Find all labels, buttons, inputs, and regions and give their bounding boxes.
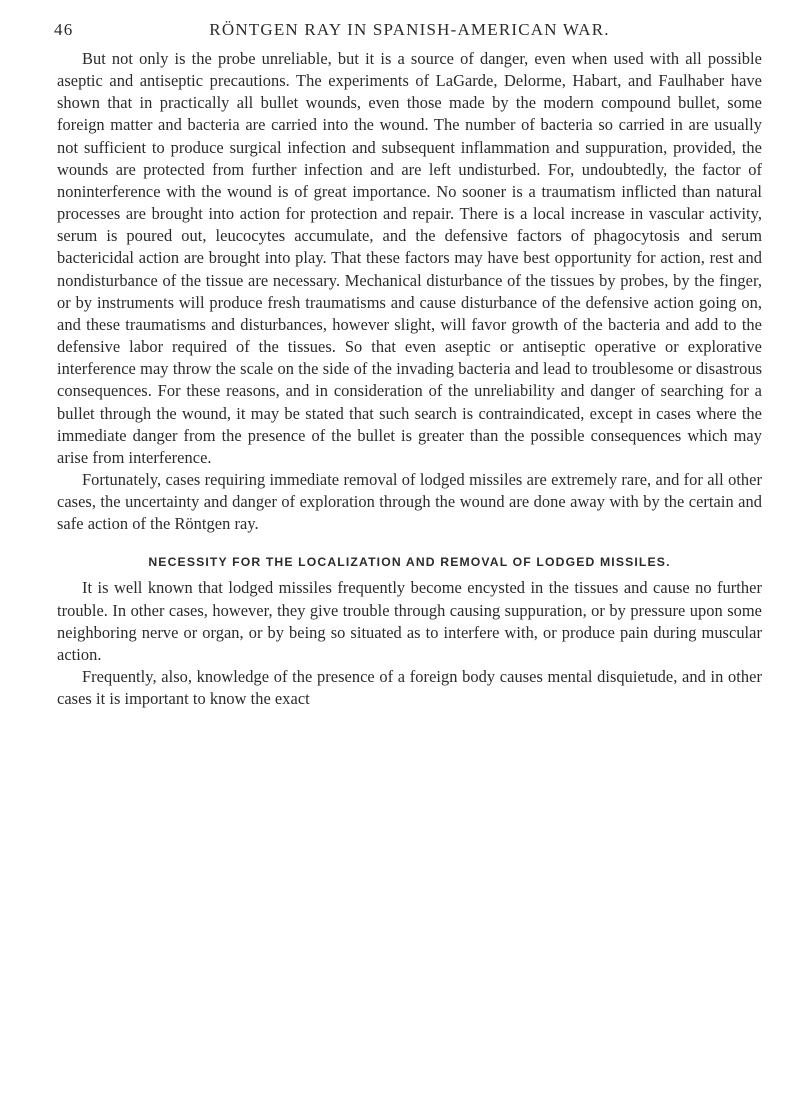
page-number: 46 bbox=[54, 20, 74, 39]
page-header bbox=[54, 18, 762, 48]
section-heading: NECESSITY FOR THE LOCALIZATION AND REMOVAL OF LODGED MISSILES. bbox=[148, 555, 671, 570]
paragraph-encysted-missiles: It is well known that lodged missiles frequently become encysted in the tissues and cause no further trouble. In other cases, however, they give trouble through causing suppuration, or by pressure upon some neighboring nerve or organ, or by being so situated as to interfere with, or produce pain during muscular action. bbox=[57, 578, 762, 664]
paragraph-rontgen-ray: Fortunately, cases requiring immediate removal of lodged missiles are extremely rare, and for all other cases, the uncertainty and danger of exploration through the wound are done away with by the certain and safe action of the Röntgen ray. bbox=[57, 469, 762, 534]
body-text bbox=[57, 48, 762, 710]
running-head: RÖNTGEN RAY IN SPANISH-AMERICAN WAR. bbox=[209, 20, 610, 39]
book-page bbox=[54, 18, 762, 710]
paragraph-probe-danger: But not only is the probe unreliable, but it is a source of danger, even when used with all possible aseptic and antiseptic precautions. The experiments of LaGarde, Delorme, Habart, and Faulhaber have shown that in practically all bullet wounds, even those made by the modern compound bullet, some foreign matter and bacteria are carried into the wound. The number of bacteria so carried in are usually not sufficient to produce surgical infection and subsequent inflammation and suppuration, provided, the wounds are protected from further infection and are left undisturbed. For, undoubtedly, the factor of noninterference with the wound is of great importance. No sooner is a traumatism inflicted than natural processes are brought into action for protection and repair. There is a local increase in vascular activity, serum is poured out, leucocytes accumulate, and the defensive factors of phagocytosis and serum bactericidal action are brought into play. That these factors may have best opportunity for action, rest and nondisturbance of the tissue are necessary. Mechanical disturbance of the tissues by probes, by the finger, or by instruments will produce fresh traumatisms and cause disturbance of the defensive action going on, and these traumatisms and disturbances, however slight, will favor growth of the bacteria and add to the defensive labor required of the tissues. So that even aseptic or antiseptic operative or explorative interference may throw the scale on the side of the invading bacteria and lead to troublesome or disastrous consequences. For these reasons, and in consideration of the unreliability and danger of searching for a bullet through the wound, it may be stated that such search is contraindicated, except in cases where the immediate danger from the presence of the bullet is greater than the possible consequences which may arise from interference. bbox=[57, 49, 762, 467]
paragraph-mental-disquietude: Frequently, also, knowledge of the presence of a foreign body causes mental disquietude, and in other cases it is important to know the exact bbox=[57, 667, 762, 709]
